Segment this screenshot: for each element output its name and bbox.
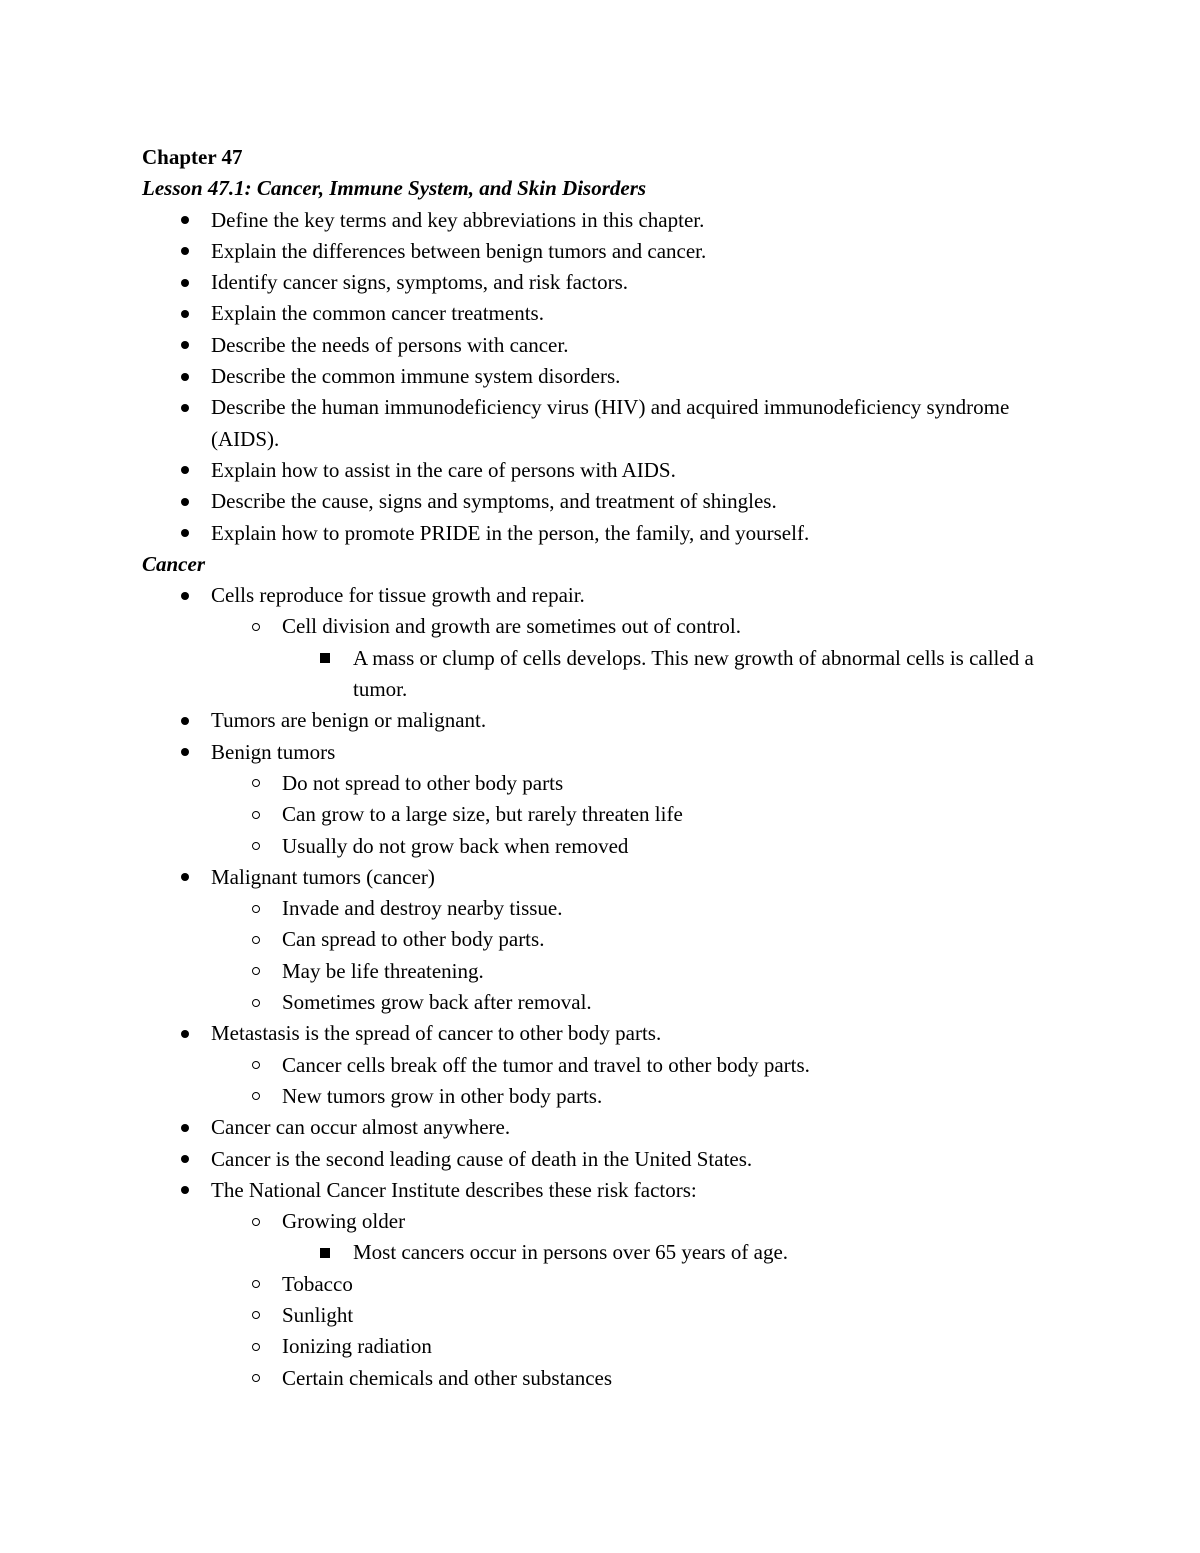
bullet-circle-icon [249, 1081, 263, 1112]
bullet-circle-icon [249, 831, 263, 862]
bullet-square-icon [318, 1237, 332, 1268]
list-item: Tumors are benign or malignant. [142, 705, 1072, 736]
bullet-circle-icon [249, 1300, 263, 1331]
bullet-dot-icon [178, 455, 192, 486]
cancer-notes-list [142, 580, 1072, 1394]
objective-item: Explain how to assist in the care of persons with AIDS. [142, 455, 1072, 486]
bullet-square-icon [318, 643, 332, 674]
bullet-dot-icon [178, 267, 192, 298]
list-item: Do not spread to other body parts [142, 768, 1072, 799]
bullet-dot-icon [178, 486, 192, 517]
objective-item: Describe the common immune system disorders. [142, 361, 1072, 392]
section-title: Cancer [142, 551, 205, 576]
list-item: Can spread to other body parts. [142, 924, 1072, 955]
list-item: Sometimes grow back after removal. [142, 987, 1072, 1018]
bullet-circle-icon [249, 1206, 263, 1237]
list-item: Benign tumors [142, 737, 1072, 768]
list-item: Cell division and growth are sometimes out of control. [142, 611, 1072, 642]
list-item: May be life threatening. [142, 956, 1072, 987]
objective-item: Describe the cause, signs and symptoms, and treatment of shingles. [142, 486, 1072, 517]
list-item: Sunlight [142, 1300, 1072, 1331]
bullet-circle-icon [249, 1331, 263, 1362]
bullet-dot-icon [178, 236, 192, 267]
bullet-dot-icon [178, 361, 192, 392]
bullet-dot-icon [178, 737, 192, 768]
objective-item: Describe the human immunodeficiency virus (HIV) and acquired immunodeficiency syndrome (AIDS). [142, 392, 1072, 455]
list-item: Cells reproduce for tissue growth and repair. [142, 580, 1072, 611]
bullet-dot-icon [178, 1112, 192, 1143]
bullet-dot-icon [178, 330, 192, 361]
bullet-circle-icon [249, 1269, 263, 1300]
objective-item: Explain how to promote PRIDE in the person, the family, and yourself. [142, 518, 1072, 549]
lesson-objectives-list [142, 205, 1072, 549]
list-item: Usually do not grow back when removed [142, 831, 1072, 862]
objective-item: Identify cancer signs, symptoms, and risk factors. [142, 267, 1072, 298]
bullet-circle-icon [249, 1363, 263, 1394]
objective-item: Explain the common cancer treatments. [142, 298, 1072, 329]
bullet-circle-icon [249, 924, 263, 955]
bullet-dot-icon [178, 205, 192, 236]
bullet-dot-icon [178, 1175, 192, 1206]
list-item: Cancer can occur almost anywhere. [142, 1112, 1072, 1143]
list-item: A mass or clump of cells develops. This new growth of abnormal cells is called a tumor. [142, 643, 1072, 706]
bullet-dot-icon [178, 518, 192, 549]
bullet-dot-icon [178, 1144, 192, 1175]
list-item: New tumors grow in other body parts. [142, 1081, 1072, 1112]
bullet-circle-icon [249, 956, 263, 987]
list-item: Most cancers occur in persons over 65 years of age. [142, 1237, 1072, 1268]
list-item: Malignant tumors (cancer) [142, 862, 1072, 893]
bullet-circle-icon [249, 611, 263, 642]
list-item: Invade and destroy nearby tissue. [142, 893, 1072, 924]
list-item: Cancer is the second leading cause of death in the United States. [142, 1144, 1072, 1175]
bullet-circle-icon [249, 1050, 263, 1081]
bullet-dot-icon [178, 298, 192, 329]
bullet-circle-icon [249, 768, 263, 799]
list-item: Metastasis is the spread of cancer to other body parts. [142, 1018, 1072, 1049]
list-item: Can grow to a large size, but rarely threaten life [142, 799, 1072, 830]
bullet-dot-icon [178, 862, 192, 893]
bullet-dot-icon [178, 580, 192, 611]
chapter-title: Chapter 47 [142, 145, 243, 169]
list-item: Certain chemicals and other substances [142, 1363, 1072, 1394]
list-item: Tobacco [142, 1269, 1072, 1300]
bullet-circle-icon [249, 893, 263, 924]
bullet-dot-icon [178, 392, 192, 423]
bullet-circle-icon [249, 987, 263, 1018]
bullet-circle-icon [249, 799, 263, 830]
list-item: Growing older [142, 1206, 1072, 1237]
document-content [142, 142, 1072, 1394]
bullet-dot-icon [178, 1018, 192, 1049]
bullet-dot-icon [178, 705, 192, 736]
objective-item: Define the key terms and key abbreviations in this chapter. [142, 205, 1072, 236]
objective-item: Explain the differences between benign tumors and cancer. [142, 236, 1072, 267]
objective-item: Describe the needs of persons with cancer. [142, 330, 1072, 361]
list-item: The National Cancer Institute describes these risk factors: [142, 1175, 1072, 1206]
list-item: Ionizing radiation [142, 1331, 1072, 1362]
lesson-title: Lesson 47.1: Cancer, Immune System, and Skin Disorders [142, 176, 647, 201]
list-item: Cancer cells break off the tumor and travel to other body parts. [142, 1050, 1072, 1081]
